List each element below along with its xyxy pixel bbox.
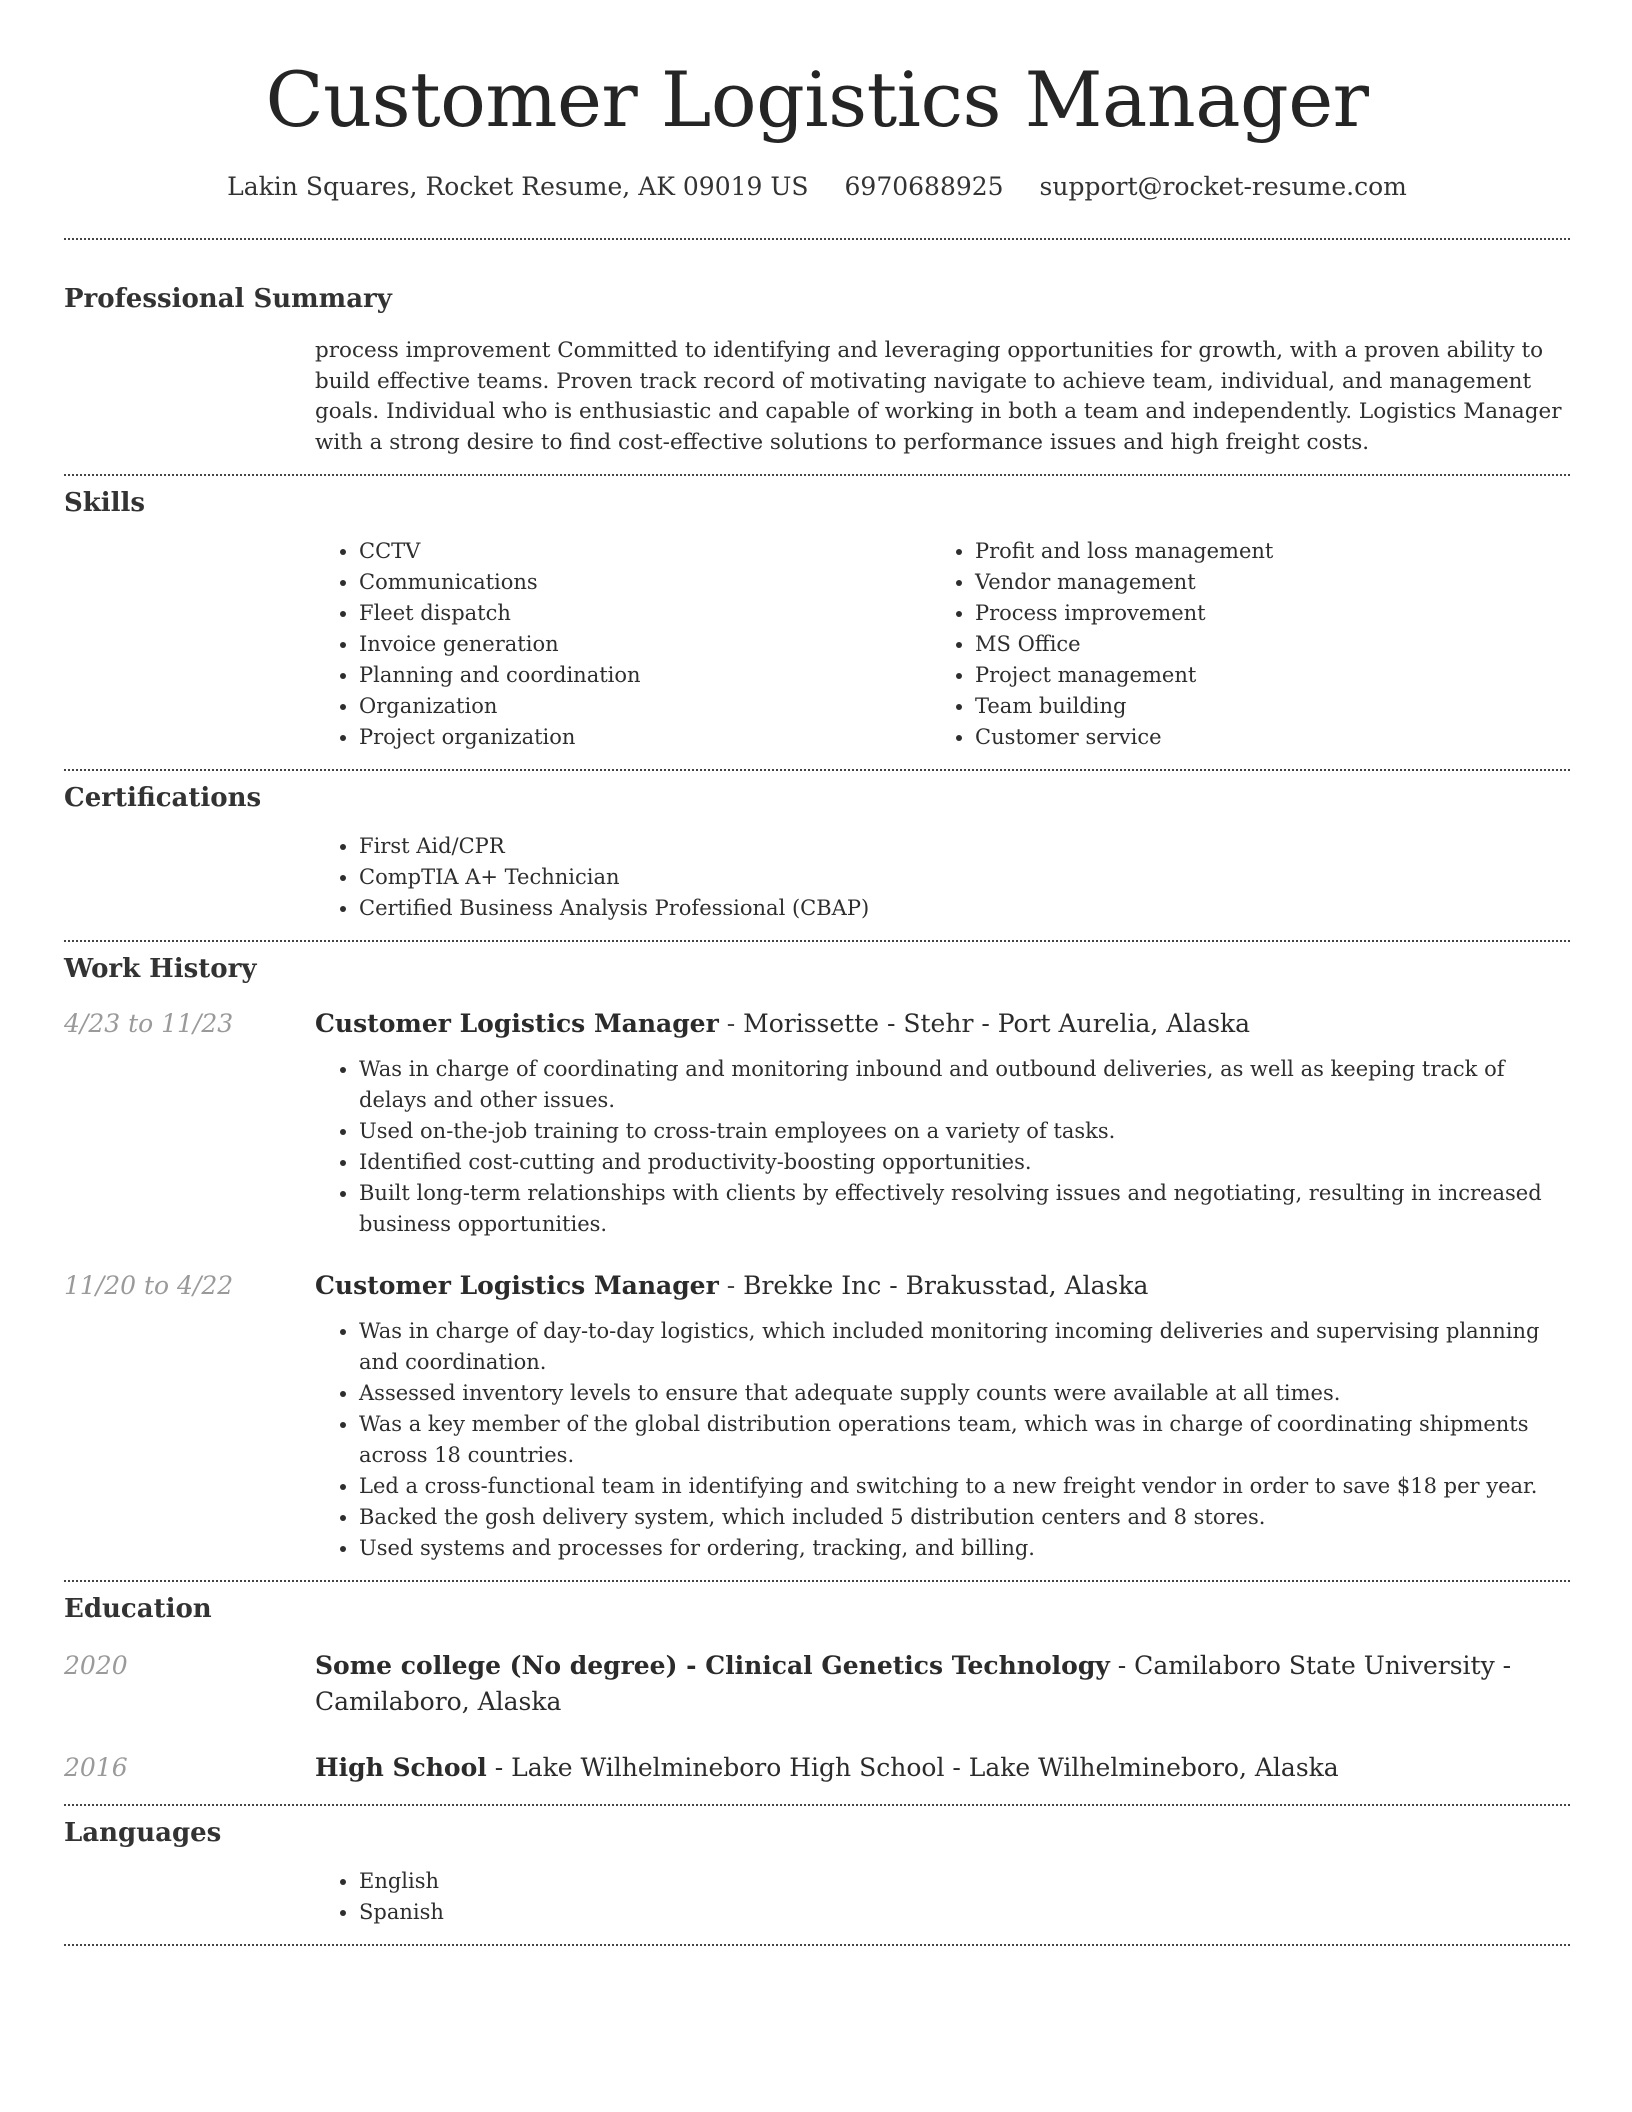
- job-date: 11/20 to 4/22: [64, 1271, 234, 1300]
- work-section: [64, 952, 1570, 1564]
- section-divider: [64, 1804, 1570, 1806]
- job-bullet: • Used systems and processes for ordering, tracking, and billing.: [359, 1533, 1570, 1564]
- contact-line: [64, 170, 1570, 204]
- language-item: • Spanish: [359, 1897, 1570, 1928]
- skills-section: [64, 486, 1570, 753]
- education-school: - Lake Wilhelmineboro High School - Lake Wilhelmineboro, Alaska: [486, 1753, 1339, 1782]
- education-header: [315, 1648, 1570, 1720]
- skill-item: • Process improvement: [975, 598, 1547, 629]
- job-role: Customer Logistics Manager: [315, 1271, 719, 1300]
- job-date: 4/23 to 11/23: [64, 1009, 234, 1038]
- job-bullet: • Identified cost-cutting and productivity-boosting opportunities.: [359, 1147, 1570, 1178]
- skills-column-left: [315, 536, 931, 753]
- summary-text: process improvement Committed to identifying and leveraging opportunities for growth, with a proven ability to build effective teams. Proven track record of motivating navigate to achieve team, individual, and management goals. Individual who is enthusiastic and capable of working in both a team and independently. Logistics Manager with a strong desire to find cost-effective solutions to performance issues and high freight costs.: [315, 338, 1562, 455]
- job-bullet: • Used on-the-job training to cross-train employees on a variety of tasks.: [359, 1116, 1570, 1147]
- language-item: • English: [359, 1866, 1570, 1897]
- certification-item: • Certified Business Analysis Professional (CBAP): [359, 893, 1570, 924]
- skill-item: • Vendor management: [975, 567, 1547, 598]
- job-bullet: • Built long-term relationships with clients by effectively resolving issues and negotiating, resulting in increased business opportunities.: [359, 1178, 1570, 1240]
- candidate-name: Customer Logistics Manager: [265, 55, 1369, 144]
- skill-item: • Team building: [975, 691, 1547, 722]
- summary-title: Professional Summary: [64, 284, 392, 314]
- job-bullet: • Was in charge of coordinating and monitoring inbound and outbound deliveries, as well as keeping track of delays and other issues.: [359, 1054, 1570, 1116]
- certifications-list: [315, 831, 1570, 924]
- languages-section: [64, 1816, 1570, 1928]
- education-section: [64, 1592, 1570, 1786]
- education-title: Education: [64, 1594, 212, 1624]
- certification-item: • First Aid/CPR: [359, 831, 1570, 862]
- contact-phone: 6970688925: [844, 172, 1004, 201]
- job-company: Morissette - Stehr - Port Aurelia, Alaska: [743, 1009, 1251, 1038]
- job-separator: -: [718, 1009, 744, 1038]
- job-entry: [64, 1006, 1570, 1240]
- certification-item: • CompTIA A+ Technician: [359, 862, 1570, 893]
- skill-item: • Planning and coordination: [359, 660, 931, 691]
- education-entry: [64, 1648, 1570, 1720]
- education-degree: High School: [315, 1753, 487, 1782]
- job-bullet: • Backed the gosh delivery system, which included 5 distribution centers and 8 stores.: [359, 1502, 1570, 1533]
- job-bullet: • Was in charge of day-to-day logistics, which included monitoring incoming deliveries and supervising planning and coordination.: [359, 1316, 1570, 1378]
- education-date: 2020: [64, 1651, 128, 1680]
- skill-item: • CCTV: [359, 536, 931, 567]
- skill-item: • Invoice generation: [359, 629, 931, 660]
- skill-item: • Project organization: [359, 722, 931, 753]
- skills-title: Skills: [64, 488, 146, 518]
- education-date: 2016: [64, 1753, 128, 1782]
- education-entry: [64, 1750, 1570, 1786]
- skill-item: • MS Office: [975, 629, 1547, 660]
- skill-item: • Fleet dispatch: [359, 598, 931, 629]
- languages-title: Languages: [64, 1818, 222, 1848]
- job-header: [315, 1268, 1570, 1304]
- job-header: [315, 1006, 1570, 1042]
- contact-address: Lakin Squares, Rocket Resume, AK 09019 US: [227, 172, 809, 201]
- job-role: Customer Logistics Manager: [315, 1009, 719, 1038]
- job-bullet: • Led a cross-functional team in identifying and switching to a new freight vendor in order to save $18 per year.: [359, 1471, 1570, 1502]
- job-bullet: • Assessed inventory levels to ensure that adequate supply counts were available at all times.: [359, 1378, 1570, 1409]
- section-divider: [64, 769, 1570, 771]
- education-degree: Some college (No degree) - Clinical Genetics Technology: [315, 1651, 1110, 1680]
- skill-item: • Profit and loss management: [975, 536, 1547, 567]
- skill-item: • Project management: [975, 660, 1547, 691]
- certifications-title: Certifications: [64, 783, 262, 813]
- job-bullet: • Was a key member of the global distribution operations team, which was in charge of coordinating shipments across 18 countries.: [359, 1409, 1570, 1471]
- certifications-section: [64, 781, 1570, 924]
- education-header: [315, 1750, 1570, 1786]
- section-divider: [64, 1580, 1570, 1582]
- section-divider: [64, 238, 1570, 240]
- work-title: Work History: [64, 954, 257, 984]
- skill-item: • Customer service: [975, 722, 1547, 753]
- languages-list: [315, 1866, 1570, 1928]
- job-separator: -: [718, 1271, 744, 1300]
- education-school: - Camilaboro State University - Camilaboro, Alaska: [315, 1651, 1512, 1716]
- contact-email: support@rocket-resume.com: [1039, 172, 1407, 201]
- section-divider: [64, 940, 1570, 942]
- skill-item: • Organization: [359, 691, 931, 722]
- job-entry: [64, 1268, 1570, 1564]
- job-company: Brekke Inc - Brakusstad, Alaska: [743, 1271, 1149, 1300]
- resume-page: [64, 0, 1570, 1946]
- section-divider: [64, 1944, 1570, 1946]
- skill-item: • Communications: [359, 567, 931, 598]
- skills-list: [315, 536, 1570, 753]
- skills-column-right: [931, 536, 1547, 753]
- section-divider: [64, 474, 1570, 476]
- summary-section: [64, 282, 1570, 458]
